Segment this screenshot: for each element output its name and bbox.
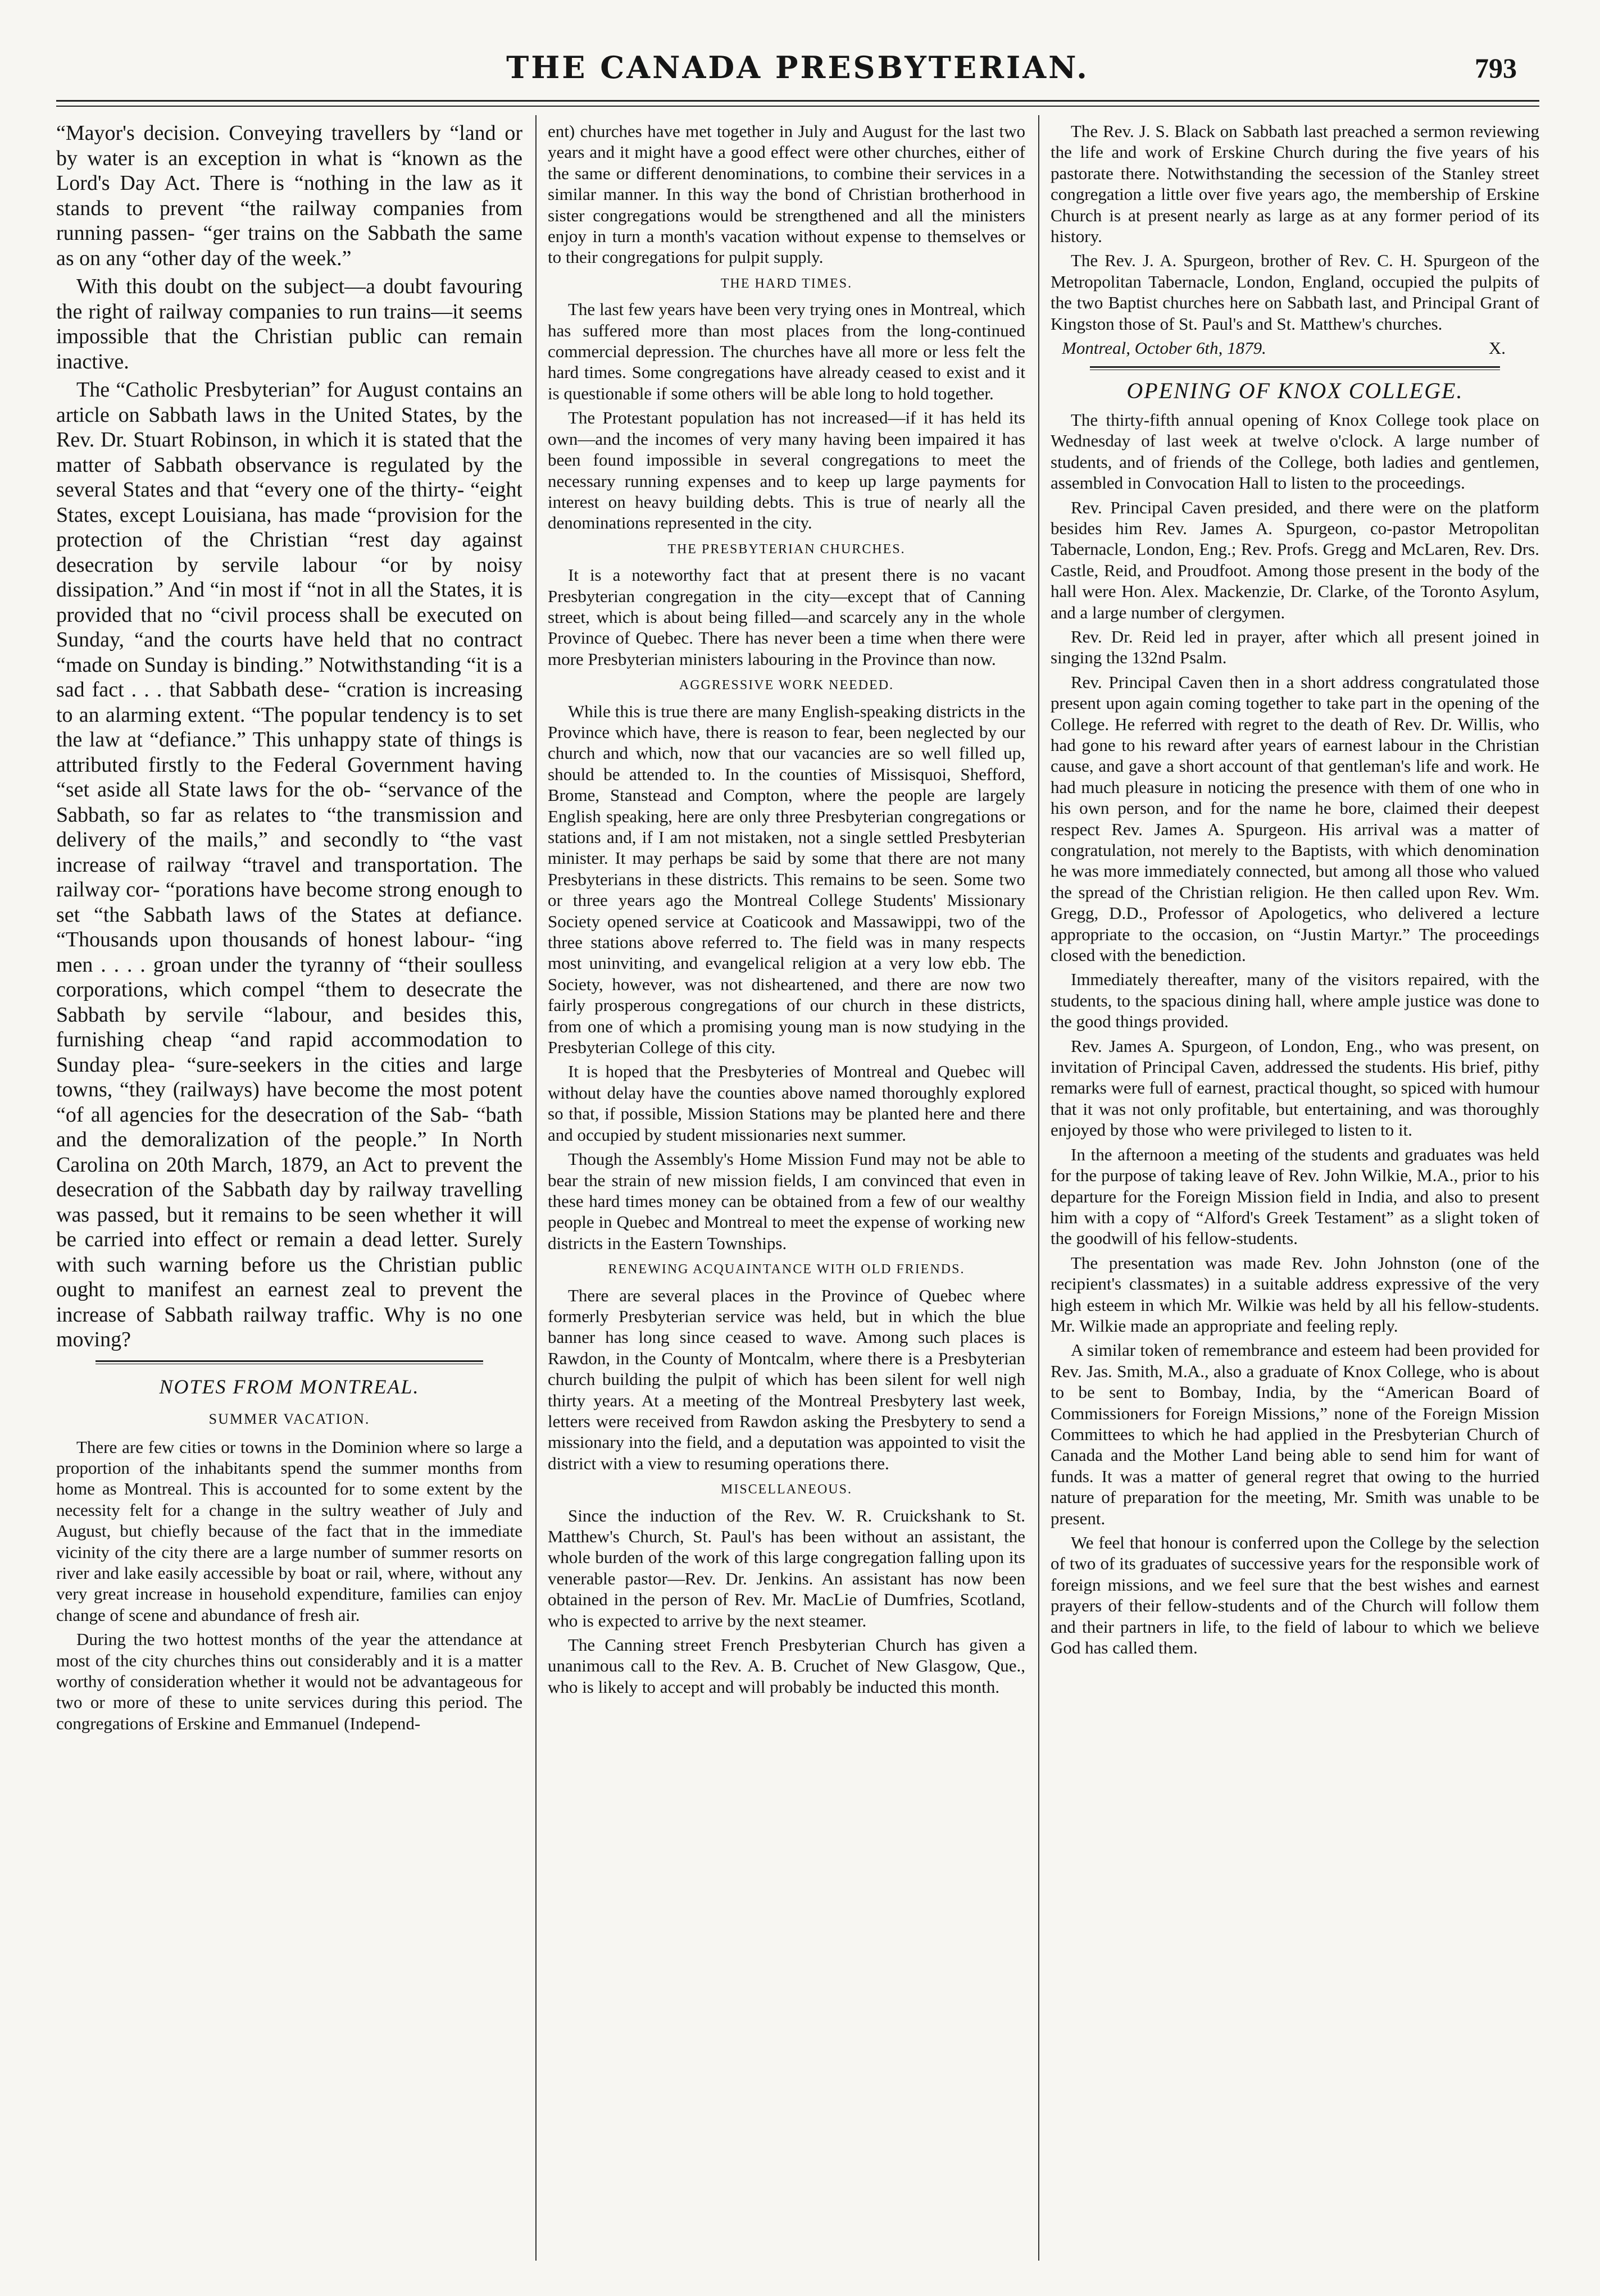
section-heading: THE PRESBYTERIAN CHURCHES. (667, 541, 906, 557)
paragraph: The presentation was made Rev. John Johnston (one of the recipient's classmates) in a suitable address expressive of the very high esteem in which Mr. Wilkie was held by all his fellow-students. Mr. Wilkie made an appropriate and feeling reply. (1051, 1252, 1539, 1336)
paragraph: Immediately thereafter, many of the visitors repaired, with the students, to the spacious dining hall, where ample justice was done to the good things provided. (1051, 969, 1539, 1032)
paragraph: With this doubt on the subject—a doubt favouring the right of railway companies to run trains—it seems impossible that the Christian public can remain inactive. (56, 275, 522, 373)
paragraph: While this is true there are many English-speaking districts in the Province which have, there is reason to fear, been neglected by our church and which, now that our vacancies are so well filled up, should be attended to. In the counties of Missisquoi, Shefford, Brome, Stanstead and Compton, where the people are largely English speaking, here are only three Presbyterian congregations or stations and, if I am not mistaken, not a single settled Presbyterian minister. It may perhaps be said by some that there are not many Presbyterians in these districts. This remains to be seen. Some two or three years ago the Montreal College Students' Missionary Society opened service at Coaticook and Massawippi, two of the three stations above referred to. The field was in many respects most uninviting, and evangelical religion at a very low ebb. The Society, however, was not disheartened, and there are now two fairly prosperous congregations of our church in these districts, from one of which a promising young man is now studying in the Presbyterian College of this city. (548, 701, 1025, 1058)
paragraph: The Rev. J. A. Spurgeon, brother of Rev. C. H. Spurgeon of the Metropolitan Tabernacle, London, England, occupied the pulpits of the two Baptist churches here on Sabbath last, and Principal Grant of Kingston those of St. Paul's and St. Matthew's churches. (1051, 250, 1539, 334)
paragraph: The last few years have been very trying ones in Montreal, which has suffered more than most places from the long-continued commercial depression. The churches have all more or less felt the hard times. Some congregations have already ceased to exist and it is questionable if some others will be able long to hold together. (548, 299, 1025, 403)
section-heading: RENEWING ACQUAINTANCE WITH OLD FRIENDS. (608, 1262, 965, 1277)
section-heading: MISCELLANEOUS. (720, 1482, 852, 1497)
paragraph: There are several places in the Province of Quebec where formerly Presbyterian service was held, but in which the blue banner has long since ceased to wave. Among such places is Rawdon, in the County of Montcalm, where there is a Presbyterian church building the pulpit of which has been silent for well nigh thirty years. At a meeting of the Montreal Presbytery last week, letters were received from Rawdon asking the Presbytery to send a missionary into the field, and a deputation was appointed to visit the district with a view to resuming operations there. (548, 1285, 1025, 1473)
paragraph: It is a noteworthy fact that at present there is no vacant Presbyterian congregation in the city—except that of Canning street, which is about being filled—and scarcely any in the whole Province of Quebec. There has never been a time when there were more Presbyterian ministers labouring in the Province than now. (548, 565, 1025, 669)
paragraph: Rev. Dr. Reid led in prayer, after which all present joined in singing the 132nd Psalm. (1051, 626, 1539, 668)
paragraph: The Canning street French Presbyterian Church has given a unanimous call to the Rev. A. B. Cruchet of New Glasgow, Que., who is likely to accept and will probably be inducted this month. (548, 1635, 1025, 1697)
section-divider (96, 1360, 483, 1362)
dateline-block (1051, 338, 1539, 358)
article-title: OPENING OF KNOX COLLEGE. (1126, 378, 1463, 404)
paragraph: A similar token of remembrance and esteem had been provided for Rev. Jas. Smith, M.A., also a graduate of Knox College, who is about to be sent to Bombay, India, by the “American Board of Commissioners for Foreign Missions,” none of the Foreign Mission Committees to which he had applied in the Presbyterian Church of Canada and the Mother Land being able to send him for want of funds. It was a matter of general regret that owing to the hurried nature of preparation for the meeting, Mr. Smith was unable to be present. (1051, 1340, 1539, 1528)
column-divider (1038, 115, 1039, 2261)
paragraph: In the afternoon a meeting of the students and graduates was held for the purpose of taking leave of Rev. John Wilkie, M.A., prior to his departure for the Foreign Mission field in India, and also to present him with a copy of “Alford's Greek Testament” as a slight token of the goodwill of his fellow-students. (1051, 1144, 1539, 1249)
column-2 (548, 121, 1025, 2266)
paragraph: Rev. James A. Spurgeon, of London, Eng., who was present, on invitation of Principal Caven, addressed the students. His brief, pithy remarks were full of earnest, practical thought, so spiced with humour that it was not only profitable, but entertaining, and was thoroughly enjoyed by those who were privileged to listen to it. (1051, 1036, 1539, 1140)
column-3 (1051, 121, 1539, 2266)
paragraph: The Rev. J. S. Black on Sabbath last preached a sermon reviewing the life and work of Erskine Church during the five years of his pastorate there. Notwithstanding the secession of the Stanley street congregation a little over five years ago, the membership of Erskine Church is at present nearly as large as at any former period of its history. (1051, 121, 1539, 247)
dateline: Montreal, October 6th, 1879. (1062, 338, 1266, 358)
paragraph: Rev. Principal Caven presided, and there were on the platform besides him Rev. James A. Spurgeon, co-pastor Metropolitan Tabernacle, London, Eng.; Rev. Profs. Gregg and McLaren, Rev. Drs. Castle, Reid, and Proudfoot. Among those present in the body of the hall were Hon. Alex. Mackenzie, Dr. Clarke, of the Toronto Asylum, and a large number of clergymen. (1051, 497, 1539, 622)
paragraph: Since the induction of the Rev. W. R. Cruickshank to St. Matthew's Church, St. Paul's has been without an assistant, the whole burden of the work of this large congregation falling upon its venerable pastor—Rev. Dr. Jenkins. An assistant has now been obtained in the person of Rev. Mr. MacLie of Dumfries, Scotland, who is expected to arrive by the next steamer. (548, 1505, 1025, 1630)
paragraph: ent) churches have met together in July and August for the last two years and it might have a good effect were other churches, either of the same or different denominations, to combine their services in a similar manner. In this way the bond of Christian brotherhood in sister congregations would be strengthened and all the ministers enjoy in turn a month's vacation without expense to themselves or to their congregations for pulpit supply. (548, 121, 1025, 267)
section-divider (1090, 366, 1500, 368)
paragraph: Though the Assembly's Home Mission Fund may not be able to bear the strain of new mission fields, I am convinced that even in these hard times money can be obtained from a few of our wealthy people in Quebec and Montreal to meet the expense of working new districts in the Eastern Townships. (548, 1149, 1025, 1253)
section-heading: THE HARD TIMES. (720, 276, 853, 291)
paragraph: The Protestant population has not increased—if it has held its own—and the incomes of very many having been impaired it has been found impossible in several congregations to meet the necessary running expenses and to keep up large payments for interest on heavy building debts. This is true of nearly all the denominations represented in the city. (548, 408, 1025, 533)
header-rule-thin (56, 106, 1539, 107)
paragraph: It is hoped that the Presbyteries of Montreal and Quebec will without delay have the counties above named thoroughly explored so that, if possible, Mission Stations may be planted here and there and occupied by student missionaries next summer. (548, 1062, 1025, 1145)
column-1 (56, 121, 522, 2266)
page-number: 793 (1475, 52, 1517, 84)
page-header (56, 45, 1539, 95)
paragraph: Rev. Principal Caven then in a short address congratulated those present upon again coming together to take part in the opening of the College. He referred with regret to the death of Rev. Dr. Willis, who had gone to his reward after years of earnest labour in the Christian cause, and gave a short account of that gentleman's life and work. He had much pleasure in noticing the presence with them of one who in his own person, and for the name he bore, claimed their deepest respect Rev. James A. Spurgeon. His arrival was a matter of congratulation, not merely to the Baptists, with which denomination he was more immediately connected, but among all those who valued the spread of the Christian religion. He then called upon Rev. Wm. Gregg, D.D., Professor of Apologetics, who delivered a lecture appropriate to the occasion, on “Justin Martyr.” The proceedings closed with the benediction. (1051, 672, 1539, 965)
paragraph: “Mayor's decision. Conveying travellers by “land or by water is an exception in what is “known as the Lord's Day Act. There is “nothing in the law as it stands to prevent “the railway companies from running passen- “ger trains on the Sabbath the same as on any “other day of the week.” (56, 121, 522, 270)
paragraph: The thirty-fifth annual opening of Knox College took place on Wednesday of last week at twelve o'clock. A large number of students, and of friends of the College, both ladies and gentlemen, assembled in Convocation Hall to listen to the proceedings. (1051, 409, 1539, 493)
article-title: NOTES FROM MONTREAL. (159, 1375, 420, 1398)
masthead-title: THE CANADA PRESBYTERIAN. (506, 49, 1089, 85)
section-heading: AGGRESSIVE WORK NEEDED. (679, 678, 894, 693)
header-rule (56, 100, 1539, 102)
paragraph: There are few cities or towns in the Dominion where so large a proportion of the inhabitants spend the summer months from home as Montreal. This is accounted for to some extent by the necessity felt for a change in the sultry weather of July and August, but chiefly because of the fact that in the immediate vicinity of the city there are a large number of summer resorts on river and lake easily accessible by boat or rail, where, without any very great increase in household expenditure, families can enjoy change of scene and abundance of fresh air. (56, 1437, 522, 1625)
paragraph: During the two hottest months of the year the attendance at most of the city churches thins out considerably and it is a matter worthy of consideration whether it would not be advantageous for two or more of these to unite services during this period. The congregations of Erskine and Emmanuel (Independ- (56, 1629, 522, 1733)
paragraph: The “Catholic Presbyterian” for August contains an article on Sabbath laws in the United States, by the Rev. Dr. Stuart Robinson, in which it is stated that the matter of Sabbath observance is regulated by the several States and that “every one of the thirty- “eight States, except Louisiana, has made “provision for the protection of the Christian “rest day against desecration by servile labour “or by noisy dissipation.” And “in most if “not in all the States, it is provided that no “civil process shall be executed on Sunday, “and the courts have held that no contract “made on Sunday is binding.” Notwithstanding “it is a sad fact . . . that Sabbath dese- “cration is increasing to an alarming extent. “The popular tendency is to set the law at “defiance.” This unhappy state of things is attributed firstly to the Federal Government having “set aside all State laws for the ob- “servance of the Sabbath, so far as relates to “the transmission and delivery of the mails,” and secondly to “the vast increase of railway “travel and transportation. The railway cor- “porations have become strong enough to set “the Sabbath laws of the States at defiance. “Thousands upon thousands of honest labour- “ing men . . . . groan under the tyranny of “their soulless corporations, which compel “them to desecrate the Sabbath by servile “labour, and besides this, furnishing cheap “and rapid accommodation to Sunday plea- “sure-seekers in the cities and large towns, “they (railways) have become the most potent “of all agencies for the desecration of the Sab- “bath and the demoralization of the people.” In North Carolina on 20th March, 1879, an Act to prevent the desecration of the Sabbath day by railway travelling was passed, but it remains to be seen whether it will be carried into effect or remain a dead letter. Surely with such warning before us the Christian public ought to manifest an earnest zeal to prevent the increase of Sabbath railway traffic. Why is no one moving? (56, 378, 522, 1351)
signature: X. (1488, 338, 1506, 358)
paragraph: We feel that honour is conferred upon the College by the selection of two of its graduates of successive years for the responsible work of foreign missions, and we feel sure that the best wishes and earnest prayers of their fellow-students and of the Church will follow them and their partners in life, to the field of labour to which we believe God has called them. (1051, 1533, 1539, 1658)
column-divider (535, 115, 537, 2261)
section-heading: SUMMER VACATION. (208, 1411, 370, 1427)
